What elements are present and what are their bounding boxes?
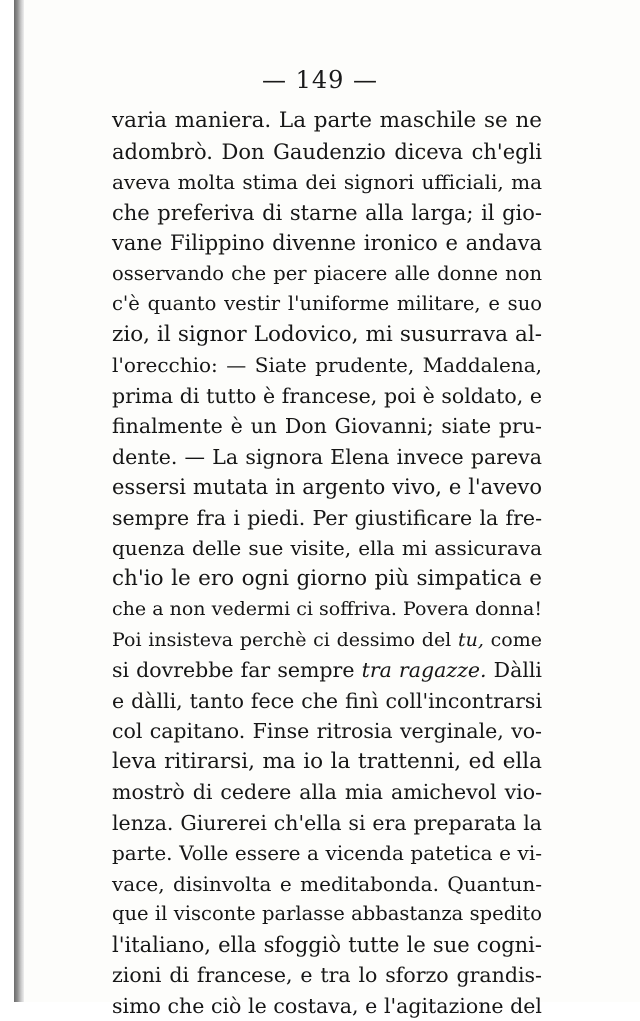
text-line: essersi mutata in argento vivo, e l'avevo xyxy=(112,472,542,503)
text-line: che preferiva di starne alla larga; il gio- xyxy=(112,198,542,229)
book-binding-edge xyxy=(14,0,24,1002)
page-number: — 149 — xyxy=(0,66,640,94)
text-line: l'orecchio: — Siate prudente, Maddalena, xyxy=(112,350,542,381)
text-line: adombrò. Don Gaudenzio diceva ch'egli xyxy=(112,137,542,168)
body-text xyxy=(112,106,542,1021)
text-line: que il visconte parlasse abbastanza spedito xyxy=(112,899,542,930)
text-line: vace, disinvolta e meditabonda. Quantun- xyxy=(112,869,542,900)
italic-phrase: tu, xyxy=(458,629,484,651)
text-line: c'è quanto vestir l'uniforme militare, e suo xyxy=(112,289,542,320)
italic-phrase: tra ragazze. xyxy=(362,658,487,682)
text-line: prima di tutto è francese, poi è soldato, e xyxy=(112,381,542,412)
text-line-segment: si dovrebbe far sempre xyxy=(112,658,362,682)
text-line: finalmente è un Don Giovanni; siate pru- xyxy=(112,411,542,442)
text-line: zio, il signor Lodovico, mi susurrava al- xyxy=(112,320,542,351)
text-line: che a non vedermi ci soffriva. Povera donna! xyxy=(112,594,542,625)
text-line: varia maniera. La parte maschile se ne xyxy=(112,106,542,137)
text-line: parte. Volle essere a vicenda patetica e vi- xyxy=(112,838,542,869)
text-line: zioni di francese, e tra lo sforzo grandis- xyxy=(112,960,542,991)
text-line: dente. — La signora Elena invece pareva xyxy=(112,442,542,473)
text-line: vane Filippino divenne ironico e andava xyxy=(112,228,542,259)
text-line-segment: come xyxy=(484,629,542,651)
text-line xyxy=(112,655,542,686)
text-line-segment: Poi insisteva perchè ci dessimo del xyxy=(112,629,458,651)
text-line-segment: Dàlli xyxy=(487,658,542,682)
text-line: aveva molta stima dei signori ufficiali, ma xyxy=(112,167,542,198)
text-line: simo che ciò le costava, e l'agitazione del xyxy=(112,991,542,1021)
text-line xyxy=(112,625,542,656)
text-line: sempre fra i piedi. Per giustificare la fre- xyxy=(112,503,542,534)
text-line: osservando che per piacere alle donne non xyxy=(112,259,542,290)
text-line: leva ritirarsi, ma io la trattenni, ed ella xyxy=(112,747,542,778)
text-line: lenza. Giurerei ch'ella si era preparata la xyxy=(112,808,542,839)
text-line: e dàlli, tanto fece che finì coll'incontrarsi xyxy=(112,686,542,717)
page-margin-left xyxy=(0,0,14,1002)
text-line: mostrò di cedere alla mia amichevol vio- xyxy=(112,777,542,808)
text-line: col capitano. Finse ritrosia verginale, vo- xyxy=(112,716,542,747)
text-line: ch'io le ero ogni giorno più simpatica e xyxy=(112,564,542,595)
text-line: quenza delle sue visite, ella mi assicurava xyxy=(112,533,542,564)
text-line: l'italiano, ella sfoggiò tutte le sue cogni- xyxy=(112,930,542,961)
